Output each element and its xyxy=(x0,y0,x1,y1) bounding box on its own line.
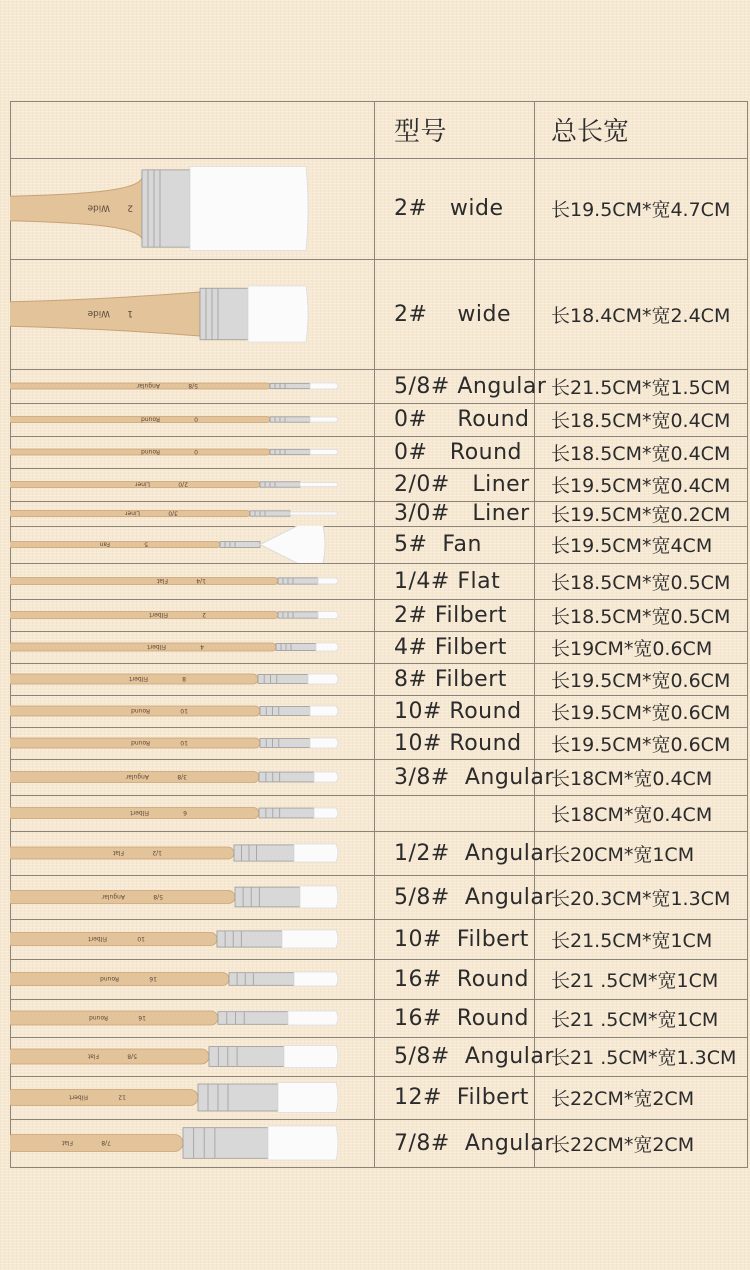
brush-handle-label: Round xyxy=(131,739,150,746)
brush-handle-label: Wide xyxy=(87,202,110,213)
table-row xyxy=(10,599,748,631)
brush-handle-label: Flat xyxy=(61,1139,73,1146)
brush-handle-label: Filbert xyxy=(147,643,166,650)
brush-image xyxy=(10,158,374,259)
table-row xyxy=(10,259,748,369)
brush-handle-number: 0 xyxy=(194,415,198,423)
table-row xyxy=(10,759,748,795)
model-column-header: 型号 xyxy=(394,117,448,147)
brush-image xyxy=(10,1119,374,1167)
brush-model: 5/8# Angular xyxy=(394,373,547,399)
size-column-header: 总长宽 xyxy=(551,117,630,147)
brush-image xyxy=(10,919,374,959)
brush-image xyxy=(10,875,374,919)
brush-handle-number: 10 xyxy=(180,739,188,746)
brush-image xyxy=(10,759,374,795)
brush-handle-number: 7/8 xyxy=(101,1139,111,1146)
brush-handle-label: Filbert xyxy=(149,611,168,618)
brush-image xyxy=(10,468,374,501)
brush-model: 0# Round xyxy=(394,407,530,432)
brush-handle-label: Fan xyxy=(99,540,110,548)
brush-size: 长18.5CM*宽0.5CM xyxy=(551,605,731,628)
brush-size: 长20.3CM*宽1.3CM xyxy=(551,887,731,910)
brush-model: 2/0# Liner xyxy=(394,472,530,497)
brush-size: 长21 .5CM*宽1.3CM xyxy=(551,1047,737,1069)
brush-handle-number: 5 xyxy=(144,540,148,548)
brush-size: 长20CM*宽1CM xyxy=(551,843,695,866)
brush-handle-number: 5/8 xyxy=(127,1052,137,1060)
table-header-row xyxy=(10,101,748,158)
brush-handle-number: 2/0 xyxy=(178,480,188,488)
brush-image xyxy=(10,1076,374,1119)
brush-model: 2# wide xyxy=(394,196,504,221)
brush-model: 5# Fan xyxy=(394,532,482,557)
brush-handle-number: 1/4 xyxy=(196,577,206,584)
brush-size: 长19.5CM*宽0.4CM xyxy=(551,475,731,497)
brush-model: 10# Round xyxy=(394,730,522,756)
brush-image xyxy=(10,631,374,663)
brush-handle-label: Round xyxy=(131,707,150,714)
brush-model: 16# Round xyxy=(394,966,530,992)
table-row xyxy=(10,526,748,563)
brush-handle-label: Angular xyxy=(136,382,160,389)
table-row xyxy=(10,369,748,403)
brush-model: 3/8# Angular xyxy=(394,764,554,790)
brush-size: 长21 .5CM*宽1CM xyxy=(551,969,719,992)
brush-handle-number: 5/8 xyxy=(188,382,198,389)
brush-model: 2# Filbert xyxy=(394,602,507,628)
brush-handle-label: Angular xyxy=(101,893,125,900)
brush-handle-number: 16 xyxy=(138,1014,146,1021)
brush-model: 2# wide xyxy=(394,301,512,327)
brush-handle-label: Round xyxy=(89,1014,108,1021)
brush-size: 长18.5CM*宽0.4CM xyxy=(551,442,731,465)
brush-handle-number: 2 xyxy=(202,611,206,618)
brush-size: 长18.5CM*宽0.5CM xyxy=(551,571,731,594)
brush-image xyxy=(10,563,374,599)
brush-size: 长18.4CM*宽2.4CM xyxy=(551,304,731,327)
brush-size: 长19.5CM*宽0.6CM xyxy=(551,733,731,756)
brush-image xyxy=(10,663,374,695)
brush-image xyxy=(10,727,374,759)
brush-size: 长19.5CM*宽0.6CM xyxy=(551,701,731,724)
brush-handle-label: Liner xyxy=(125,509,140,517)
table-row xyxy=(10,468,748,501)
brush-model: 10# Round xyxy=(394,698,522,724)
brush-handle-label: Liner xyxy=(135,480,150,488)
brush-image xyxy=(10,403,374,436)
brush-handle-number: 2 xyxy=(127,202,133,213)
brush-image xyxy=(10,695,374,727)
table-row xyxy=(10,875,748,919)
brush-size: 长18CM*宽0.4CM xyxy=(551,803,713,826)
brush-image xyxy=(10,1037,374,1076)
row-divider xyxy=(10,101,748,102)
brush-image xyxy=(10,795,374,831)
brush-image xyxy=(10,999,374,1037)
table-row xyxy=(10,501,748,526)
brush-image xyxy=(10,501,374,526)
table-row xyxy=(10,727,748,759)
brush-size: 长19.5CM*宽0.2CM xyxy=(551,504,731,526)
brush-model: 16# Round xyxy=(394,1005,530,1031)
brush-handle-number: 3/0 xyxy=(168,509,178,517)
brush-handle-label: Filbert xyxy=(69,1093,88,1101)
brush-handle-label: Round xyxy=(141,448,160,455)
table-row xyxy=(10,695,748,727)
brush-handle-number: 10 xyxy=(137,935,145,942)
table-row xyxy=(10,403,748,436)
table-row xyxy=(10,436,748,468)
brush-image xyxy=(10,526,374,563)
table-row xyxy=(10,919,748,959)
table-row xyxy=(10,1119,748,1167)
brush-size: 长21.5CM*宽1CM xyxy=(551,929,713,952)
brush-size: 长22CM*宽2CM xyxy=(551,1088,695,1110)
table-row xyxy=(10,795,748,831)
brush-size: 长19.5CM*宽0.6CM xyxy=(551,669,731,692)
brush-model: 0# Round xyxy=(394,439,523,465)
brush-handle-label: Round xyxy=(141,415,160,423)
brush-model: 1/4# Flat xyxy=(394,568,501,594)
table-row xyxy=(10,663,748,695)
brush-size-table xyxy=(10,101,748,1167)
brush-model: 5/8# Angular xyxy=(394,884,554,910)
brush-handle-label: Filbert xyxy=(129,675,148,682)
brush-handle-label: Filbert xyxy=(88,935,107,942)
brush-image xyxy=(10,831,374,875)
brush-image xyxy=(10,259,374,369)
table-row xyxy=(10,959,748,999)
brush-handle-label: Flat xyxy=(112,849,124,856)
brush-handle-label: Angular xyxy=(125,773,149,780)
table-row xyxy=(10,999,748,1037)
brush-handle-label: Flat xyxy=(156,577,168,584)
brush-size: 长18CM*宽0.4CM xyxy=(551,767,713,790)
brush-handle-number: 4 xyxy=(200,643,204,650)
brush-size: 长19.5CM*宽4.7CM xyxy=(551,199,731,221)
brush-image xyxy=(10,599,374,631)
brush-model: 3/0# Liner xyxy=(394,501,530,526)
brush-handle-label: Round xyxy=(100,975,119,982)
brush-handle-number: 10 xyxy=(180,707,188,714)
brush-handle-label: Flat xyxy=(87,1052,99,1060)
brush-handle-number: 16 xyxy=(149,975,157,982)
brush-handle-number: 12 xyxy=(118,1093,126,1101)
table-row xyxy=(10,158,748,259)
brush-size: 长19.5CM*宽4CM xyxy=(551,535,713,557)
table-row xyxy=(10,1076,748,1119)
table-row xyxy=(10,831,748,875)
brush-size: 长22CM*宽2CM xyxy=(551,1133,695,1156)
brush-handle-number: 3/8 xyxy=(177,773,187,780)
brush-model: 1/2# Angular xyxy=(394,840,554,866)
brush-image xyxy=(10,959,374,999)
brush-model: 4# Filbert xyxy=(394,634,507,660)
brush-size: 长21 .5CM*宽1CM xyxy=(551,1008,719,1031)
table-row xyxy=(10,631,748,663)
brush-handle-label: Filbert xyxy=(130,809,149,816)
brush-model: 7/8# Angular xyxy=(394,1130,554,1156)
brush-image xyxy=(10,369,374,403)
brush-handle-number: 0 xyxy=(194,448,198,455)
brush-handle-label: Wide xyxy=(87,308,110,318)
brush-handle-number: 1 xyxy=(127,308,133,318)
brush-handle-number: 6 xyxy=(183,809,187,816)
brush-model: 8# Filbert xyxy=(394,666,507,692)
brush-handle-number: 8 xyxy=(182,675,186,682)
table-row xyxy=(10,1037,748,1076)
row-divider xyxy=(10,1167,748,1168)
brush-model: 10# Filbert xyxy=(394,926,529,952)
brush-model: 12# Filbert xyxy=(394,1085,529,1110)
brush-size: 长19CM*宽0.6CM xyxy=(551,637,713,660)
brush-model: 5/8# Angular xyxy=(394,1044,554,1069)
table-row xyxy=(10,563,748,599)
brush-model xyxy=(384,795,554,831)
brush-size: 长21.5CM*宽1.5CM xyxy=(551,376,731,399)
brush-handle-number: 1/2 xyxy=(152,849,162,856)
brush-size: 长18.5CM*宽0.4CM xyxy=(551,410,731,432)
brush-image xyxy=(10,436,374,468)
brush-handle-number: 5/8 xyxy=(153,893,163,900)
